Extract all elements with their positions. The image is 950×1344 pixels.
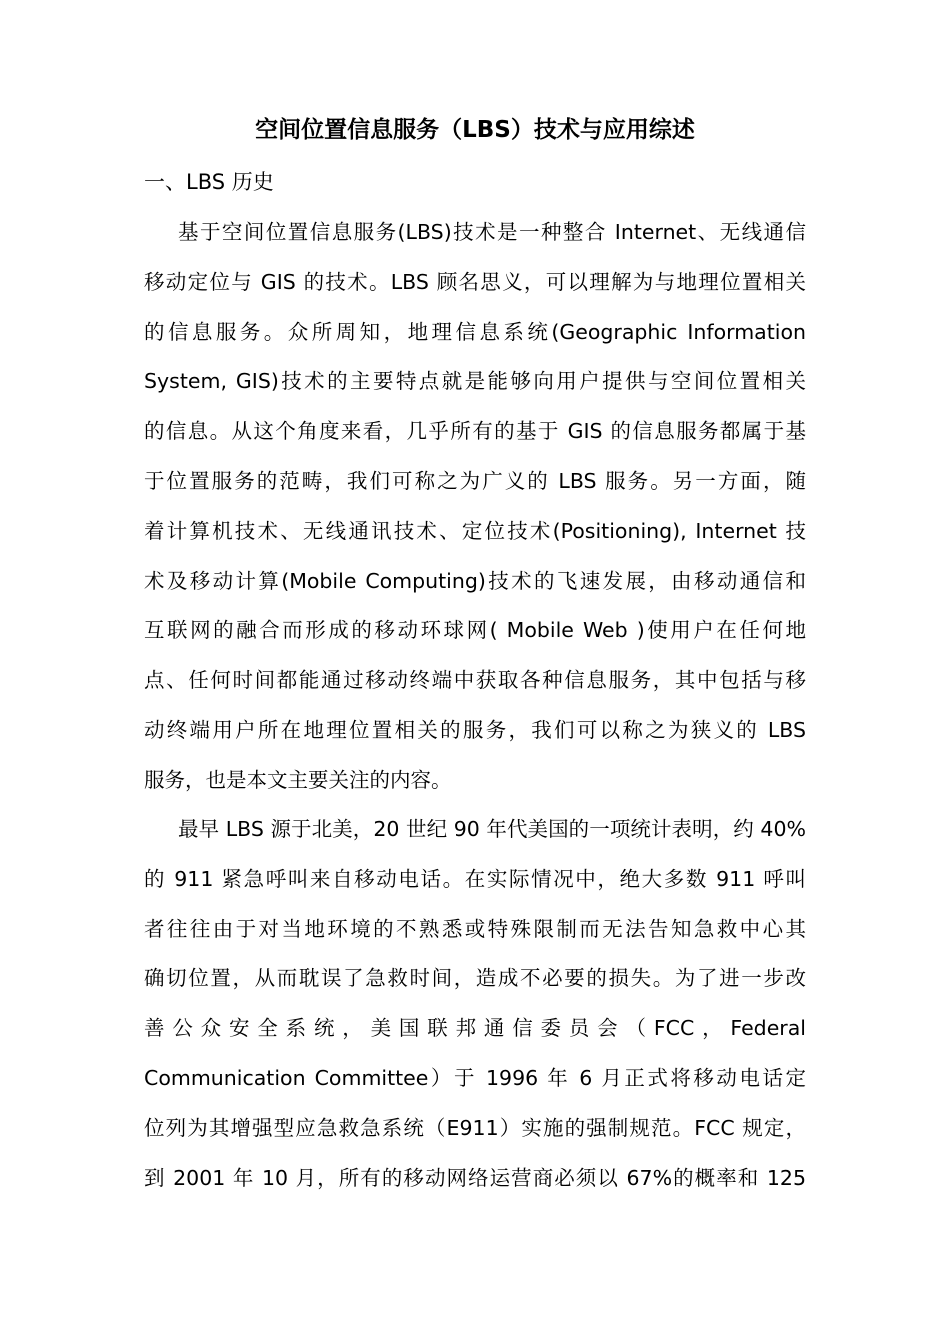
text-line: 善公众安全系统，美国联邦通信委员会（FCC，Federal: [144, 1016, 806, 1041]
text-line: 点、任何时间都能通过移动终端中获取各种信息服务，其中包括与移: [144, 668, 806, 693]
text-line: 的信息。从这个角度来看，几乎所有的基于 GIS 的信息服务都属于基: [144, 419, 806, 444]
text-line: 移动定位与 GIS 的技术。LBS 顾名思义，可以理解为与地理位置相关: [144, 269, 806, 294]
text-line: 基于空间位置信息服务(LBS)技术是一种整合 Internet、无线通信: [178, 220, 806, 244]
text-line: 最早 LBS 源于北美，20 世纪 90 年代美国的一项统计表明，约 40%: [178, 817, 806, 841]
text-line: 术及移动计算(Mobile Computing)技术的飞速发展，由移动通信和: [144, 568, 806, 593]
paragraph: [144, 811, 806, 1209]
text-line: 的 911 紧急呼叫来自移动电话。在实际情况中，绝大多数 911 呼叫: [144, 866, 806, 891]
paragraph: [144, 214, 806, 812]
text-line: Communication Committee）于 1996 年 6 月正式将移动电话定: [144, 1065, 806, 1090]
text-line: 互联网的融合而形成的移动环球网( Mobile Web )使用户在任何地: [144, 618, 806, 643]
text-line: 动终端用户所在地理位置相关的服务，我们可以称之为狭义的 LBS: [144, 717, 806, 742]
document-title: 空间位置信息服务（LBS）技术与应用综述: [255, 117, 695, 143]
text-line: 者往往由于对当地环境的不熟悉或特殊限制而无法告知急救中心其: [144, 916, 806, 941]
text-line: 服务，也是本文主要关注的内容。: [144, 767, 452, 792]
text-line: 着计算机技术、无线通讯技术、定位技术(Positioning), Internet 技: [144, 518, 806, 543]
text-line: 的信息服务。众所周知，地理信息系统(Geographic Information: [144, 319, 806, 344]
text-line: 于位置服务的范畴，我们可称之为广义的 LBS 服务。另一方面，随: [144, 468, 806, 493]
text-line: System, GIS)技术的主要特点就是能够向用户提供与空间位置相关: [144, 369, 806, 394]
text-line: 确切位置，从而耽误了急救时间，造成不必要的损失。为了进一步改: [144, 966, 806, 991]
text-line: 到 2001 年 10 月，所有的移动网络运营商必须以 67%的概率和 125: [144, 1165, 806, 1190]
section-heading: 一、LBS 历史: [144, 170, 274, 194]
text-line: 位列为其增强型应急救急系统（E911）实施的强制规范。FCC 规定，: [144, 1115, 806, 1140]
